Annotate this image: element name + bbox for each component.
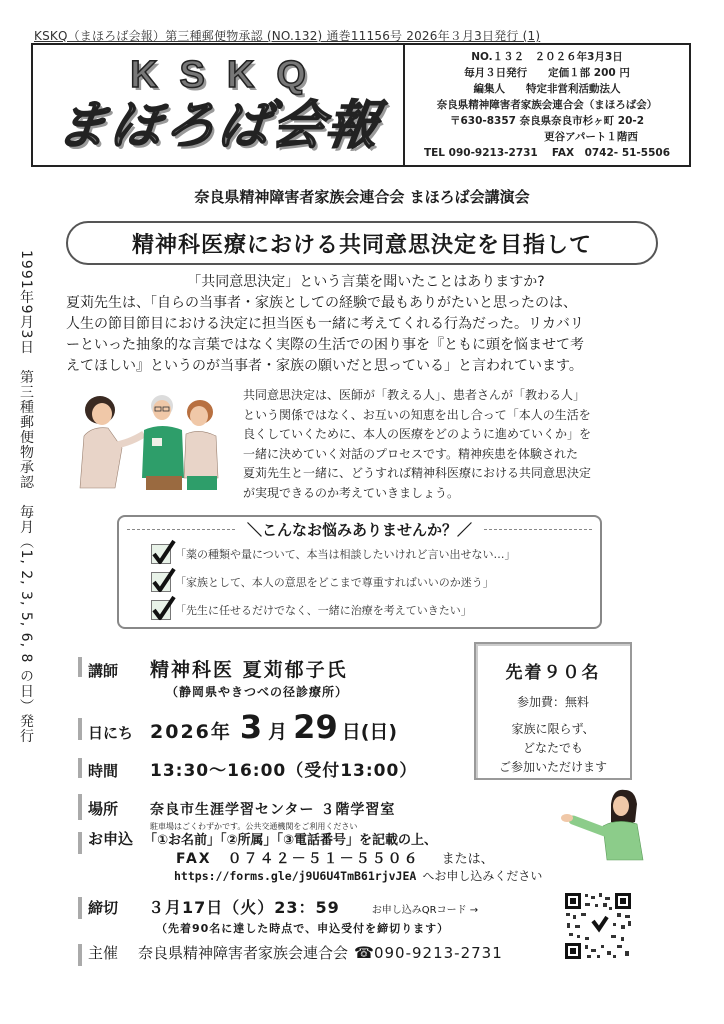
phone-icon: ☎: [354, 943, 374, 962]
apply-instructions: 「①お名前」「②所属」「③電話番号」を記載の上、: [144, 833, 438, 848]
application-qr-code[interactable]: [563, 891, 633, 961]
description-line: が実現できるのか考えていきましょう。: [243, 485, 460, 500]
address-line2: 更谷アパート１階西: [544, 131, 638, 143]
checkmark-icon: [151, 572, 171, 592]
concerns-heading: [119, 519, 600, 540]
date-row: 日にち 2026年 3 月 29 日(日): [78, 708, 397, 746]
description-line: 夏苅先生と一緒に、どうすれば精神科医療における共同意思決定: [243, 466, 592, 480]
checkmark-icon: [151, 544, 171, 564]
capacity-note: 家族に限らず、 どなたでも ご参加いただけます: [498, 722, 607, 774]
intro-line: ーといった抽象的な言葉ではなく実際の生活での困り事を『ともに頭を悩ませて考: [66, 337, 584, 353]
intro-question: 「共同意思決定」という言葉を聞いたことはありますか?: [187, 274, 545, 290]
side-vertical-postal-note: 1991年9月3日 第三種郵便物承認 毎月（1, 2, 3, 5, 6, 8 の日）発行: [18, 250, 34, 744]
editor-label: 編集人 特定非営利活動法人: [473, 83, 621, 95]
deadline-row: 締切 ３月17日（火）23：59 お申し込みQRコード →: [78, 895, 478, 918]
editor-org: 奈良県精神障害者家族会連合会（まほろば会）: [436, 99, 658, 111]
masthead-title-jp: まほろば会報: [51, 96, 385, 156]
apply-url-row: https://forms.gle/j9U6U4TmB61rjvJEA へお申し込みください: [174, 869, 543, 883]
concern-item: 「先生に任せるだけでなく、一緒に治療を考えていきたい」: [151, 600, 472, 620]
description-line: 一緒に決めていく対話のプロセスです。精神疾患を体験された: [243, 446, 579, 461]
apply-fax-row: FAX ０７４２－５１－５５０６ または、: [176, 848, 494, 868]
label-bar: [78, 897, 82, 919]
intro-line: 人生の節目節目における決定に担当医も一緒に考えてくれる行為だった。リカバリ: [66, 316, 584, 332]
presenter-illustration: [555, 782, 655, 862]
masthead: [31, 43, 691, 167]
checkmark-icon: [151, 600, 171, 620]
capacity-box: [474, 642, 632, 780]
lecturer-row: 講師 精神科医 夏苅郁子氏: [78, 655, 348, 682]
time-value: 13:30～16:00（受付13:00）: [150, 761, 418, 781]
intro-line: 夏苅先生は、「自らの当事者・家族としての経験で最もありがたいと思ったのは、: [66, 295, 577, 311]
masthead-title-en: KSKQ: [130, 54, 328, 96]
masthead-logo: [33, 45, 405, 165]
qr-label: お申し込みQRコード →: [371, 905, 479, 916]
host-name: 奈良県精神障害者家族会連合会: [138, 944, 349, 962]
masthead-info: [405, 45, 689, 165]
capacity-title: 先着９０名: [505, 663, 601, 683]
label-bar: [78, 758, 82, 778]
lecturer-affiliation: （静岡県やきつべの径診療所）: [166, 685, 349, 699]
label-bar: [78, 944, 82, 966]
deadline-value: ３月17日（火）23：59: [148, 898, 340, 917]
concern-item: 「家族として、本人の意思をどこまで尊重すればいいのか迷う」: [151, 572, 494, 592]
deadline-note: （先着90名に達した時点で、申込受付を締切ります）: [156, 922, 450, 935]
description: [243, 386, 673, 503]
participation-fee: 参加費：無料: [516, 695, 589, 709]
apply-row: お申込 「①お名前」「②所属」「③電話番号」を記載の上、: [78, 828, 437, 849]
main-title: 精神科医療における共同意思決定を目指して: [66, 221, 658, 265]
date-day: 29: [293, 708, 338, 746]
place-note: 駐車場はごくわずかです。公共交通機関をご利用ください: [150, 822, 358, 831]
description-line: 良くしていくために、本人の医療をどのように進めていくか」を: [243, 427, 592, 441]
divider: [127, 529, 235, 530]
label-bar: [78, 718, 82, 740]
date-month: 3: [239, 708, 263, 746]
intro-line: えてほしい』というのが当事者・家族の願いだと思っている」と言われています。: [66, 358, 583, 374]
label-bar: [78, 832, 82, 854]
issue-frequency-price: 毎月３日発行 定価１部 200 円: [464, 67, 630, 79]
apply-fax: FAX ０７４２－５１－５５０６: [176, 851, 420, 867]
lecturer-name: 精神科医 夏苅郁子氏: [150, 659, 348, 681]
time-row: 時間 13:30～16:00（受付13:00）: [78, 756, 417, 781]
organizer-title: 奈良県精神障害者家族会連合会 まほろば会講演会: [194, 188, 530, 206]
masthead-topline: KSKQ（まほろば会報）第三種郵便物承認 (NO.132) 通巻11156号 2026年３月3日発行 (1): [34, 29, 541, 43]
place-value: 奈良市生涯学習センター ３階学習室: [150, 802, 396, 818]
divider: [484, 529, 592, 530]
intro-section: [66, 272, 666, 377]
concern-item: 「薬の種類や量について、本当は相談したいけれど言い出せない…」: [151, 544, 516, 564]
contact-tel-fax: TEL 090-9213-2731 FAX 0742- 51-5506: [423, 147, 671, 159]
host-phone: 090-9213-2731: [373, 944, 503, 962]
label-bar: [78, 657, 82, 677]
place-row: 場所 奈良市生涯学習センター ３階学習室 駐車場はごくわずかです。公共交通機関をご利用ください: [78, 788, 395, 832]
issue-number: NO.１３２ ２０２６年3月3日: [471, 51, 623, 63]
date-year: 2026年: [150, 721, 232, 743]
address-line1: 〒630-8357 奈良県奈良市杉ヶ町 20-2: [449, 115, 645, 127]
doctor-patient-family-illustration: [70, 388, 225, 493]
concerns-heading-text: ＼こんなお悩みありませんか？／: [247, 521, 473, 539]
concerns-box: [117, 515, 602, 629]
label-bar: [78, 794, 82, 820]
apply-url-link[interactable]: https://forms.gle/j9U6U4TmB61rjvJEA: [174, 869, 417, 883]
host-row: 主催 奈良県精神障害者家族会連合会 ☎ 090-9213-2731: [78, 942, 503, 963]
description-line: 共同意思決定は、医師が「教える人」、患者さんが「教わる人」: [243, 388, 586, 402]
description-line: という関係ではなく、お互いの知恵を出し合って「本人の生活を: [243, 407, 591, 422]
